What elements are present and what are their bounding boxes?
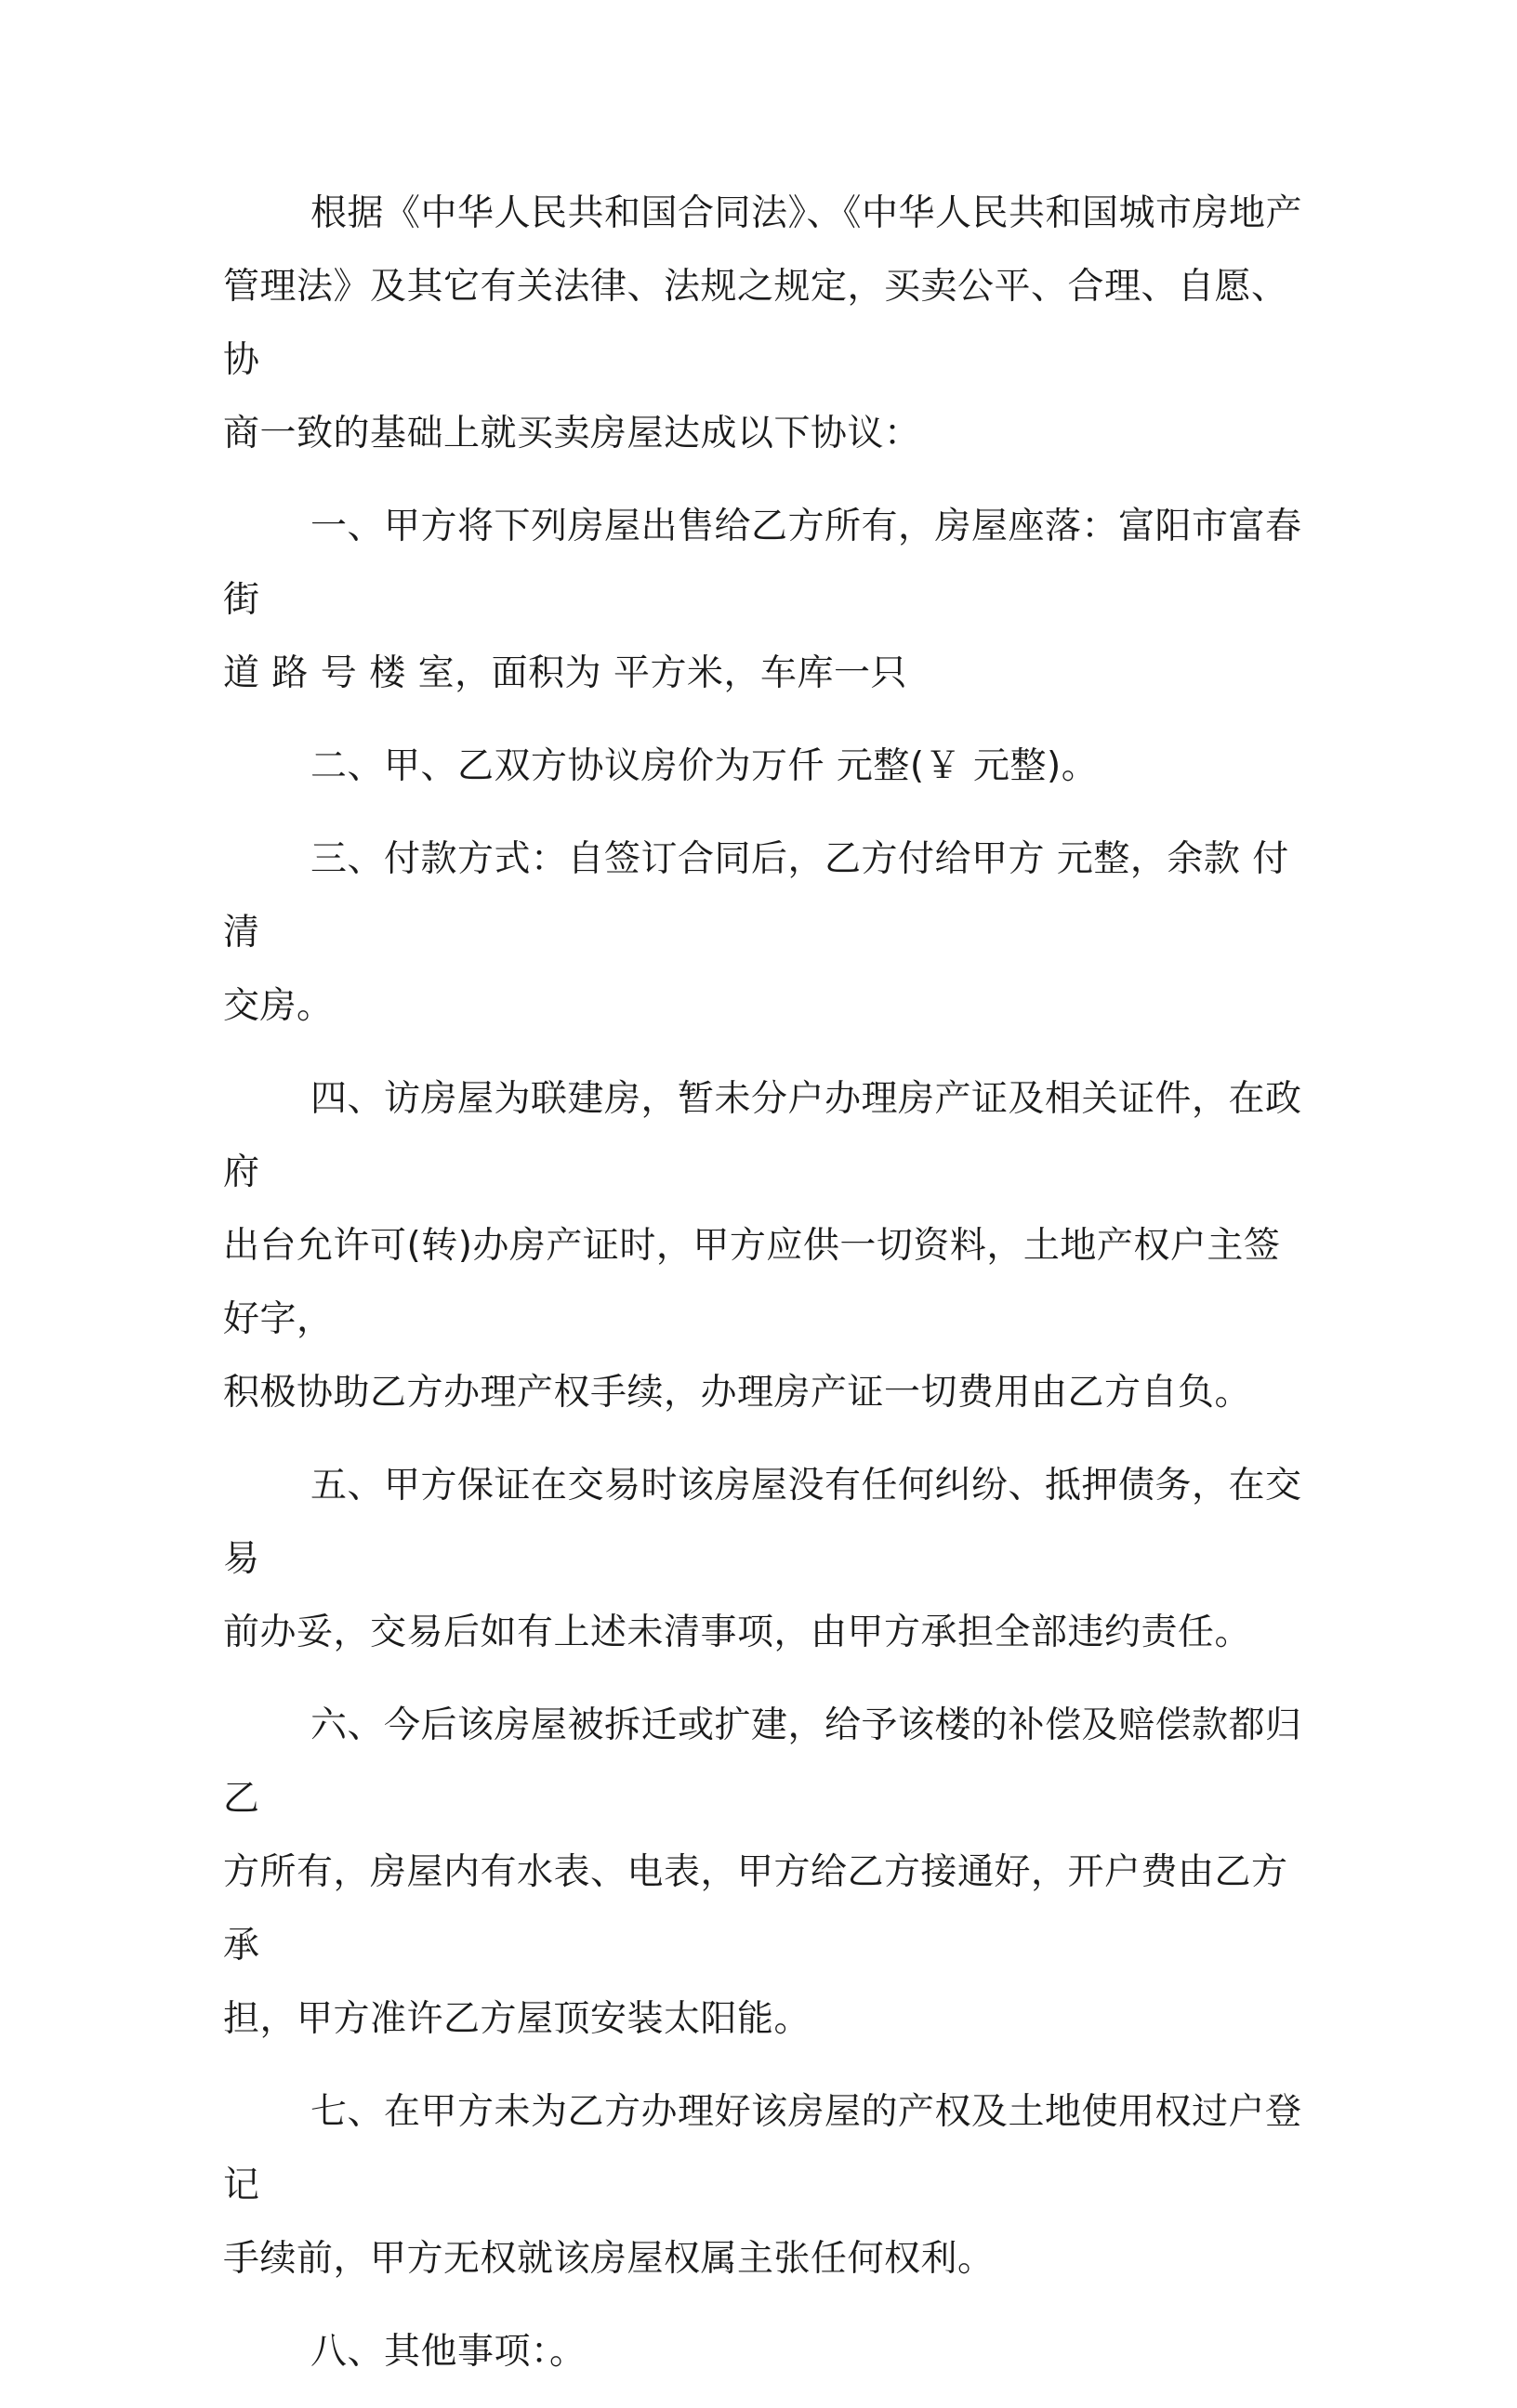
document-body (223, 177, 1311, 2408)
paragraph-clause-4: 四、访房屋为联建房，暂未分户办理房产证及相关证件，在政府 出台允许可(转)办房产证时，甲方应供一切资料，土地产权户主签好字， 积极协助乙方办理产权手续，办理房产证一切费用由乙方自负。 (223, 1078, 1302, 1414)
paragraph-clause-1: 一、甲方将下列房屋出售给乙方所有，房屋座落：富阳市富春街 道 路 号 楼 室，面积为 平方米，车库一只 (223, 506, 1302, 694)
paragraph-clause-6: 六、今后该房屋被拆迁或扩建，给予该楼的补偿及赔偿款都归乙 方所有，房屋内有水表、电表，甲方给乙方接通好，开户费由乙方承 担，甲方准许乙方屋顶安装太阳能。 (223, 1704, 1302, 2040)
paragraph-clause-7: 七、在甲方未为乙方办理好该房屋的产权及土地使用权过户登记 手续前，甲方无权就该房屋权属主张任何权利。 (223, 2091, 1302, 2280)
paragraph-clause-5: 五、甲方保证在交易时该房屋没有任何纠纷、抵押债务，在交易 前办妥，交易后如有上述未清事项，由甲方承担全部违约责任。 (223, 1465, 1302, 1653)
paragraph-clause-2: 二、甲、乙双方协议房价为万仟 元整(￥ 元整)。 (310, 745, 1099, 787)
paragraph-clause-3: 三、付款方式：自签订合同后，乙方付给甲方 元整，余款 付清 交房。 (223, 838, 1289, 1027)
paragraph-clause-8: 八、其他事项：。 (310, 2331, 587, 2373)
paragraph-preamble: 根据《中华人民共和国合同法》、《中华人民共和国城市房地产 管理法》及其它有关法律、法规之规定，买卖公平、合理、自愿、协 商一致的基础上就买卖房屋达成以下协议： (223, 192, 1303, 454)
